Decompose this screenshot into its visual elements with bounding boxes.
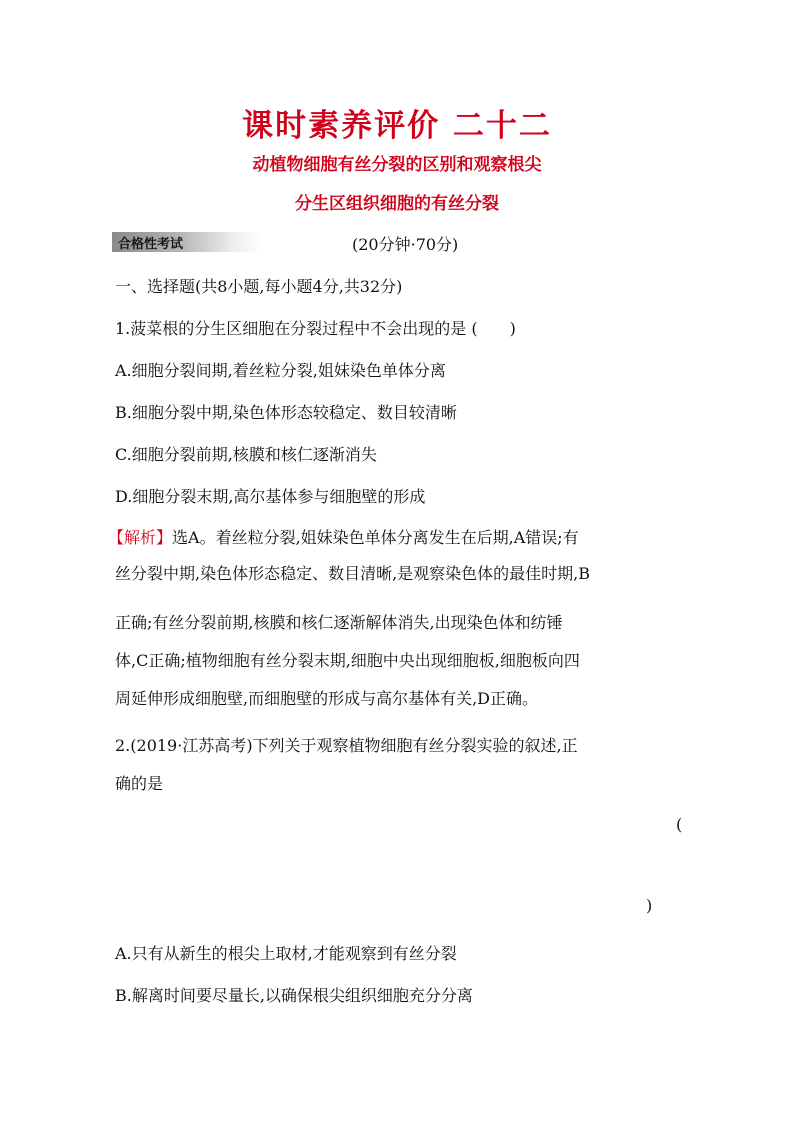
q2-option-a: A.只有从新生的根尖上取材,才能观察到有丝分裂	[115, 944, 457, 963]
q1-analysis-line-3: 正确;有丝分裂前期,核膜和核仁逐渐解体消失,出现染色体和纺锤	[115, 613, 563, 632]
q2-stem-line-1: 2.(2019·江苏高考)下列关于观察植物细胞有丝分裂实验的叙述,正	[115, 736, 578, 755]
time-note: (20分钟·70分)	[352, 235, 459, 254]
q1-option-d: D.细胞分裂末期,高尔基体参与细胞壁的形成	[115, 487, 426, 506]
q2-stem-line-2: 确的是	[115, 774, 164, 793]
q1-analysis-line-2: 丝分裂中期,染色体形态稳定、数目清晰,是观察染色体的最佳时期,B	[115, 564, 591, 583]
q2-option-b: B.解离时间要尽量长,以确保根尖组织细胞充分分离	[115, 986, 473, 1005]
page-subtitle-line-2: 分生区组织细胞的有丝分裂	[295, 194, 499, 214]
analysis-text: 选A。着丝粒分裂,姐妹染色单体分离发生在后期,A错误;有	[172, 528, 579, 547]
page-title: 课时素养评价 二十二	[242, 108, 552, 144]
page-subtitle-line-1: 动植物细胞有丝分裂的区别和观察根尖	[252, 155, 542, 175]
q1-option-c: C.细胞分裂前期,核膜和核仁逐渐消失	[115, 445, 377, 464]
exam-level-badge-label: 合格性考试	[118, 237, 184, 252]
q2-answer-paren-close: )	[646, 896, 653, 915]
q1-analysis-line-4: 体,C正确;植物细胞有丝分裂末期,细胞中央出现细胞板,细胞板向四	[115, 651, 580, 670]
q1-analysis-line-5: 周延伸形成细胞壁,而细胞壁的形成与高尔基体有关,D正确。	[115, 689, 539, 708]
q1-option-b: B.细胞分裂中期,染色体形态较稳定、数目较清晰	[115, 403, 457, 422]
q1-analysis-line-1	[108, 525, 579, 548]
section-heading: 一、选择题(共8小题,每小题4分,共32分)	[115, 277, 403, 296]
analysis-tag: 【解析】	[108, 528, 173, 547]
q1-option-a: A.细胞分裂间期,着丝粒分裂,姐妹染色单体分离	[115, 361, 446, 380]
exam-level-badge	[112, 232, 262, 252]
q2-answer-paren-open: (	[676, 815, 683, 834]
q1-stem: 1.菠菜根的分生区细胞在分裂过程中不会出现的是 ( )	[115, 319, 516, 338]
